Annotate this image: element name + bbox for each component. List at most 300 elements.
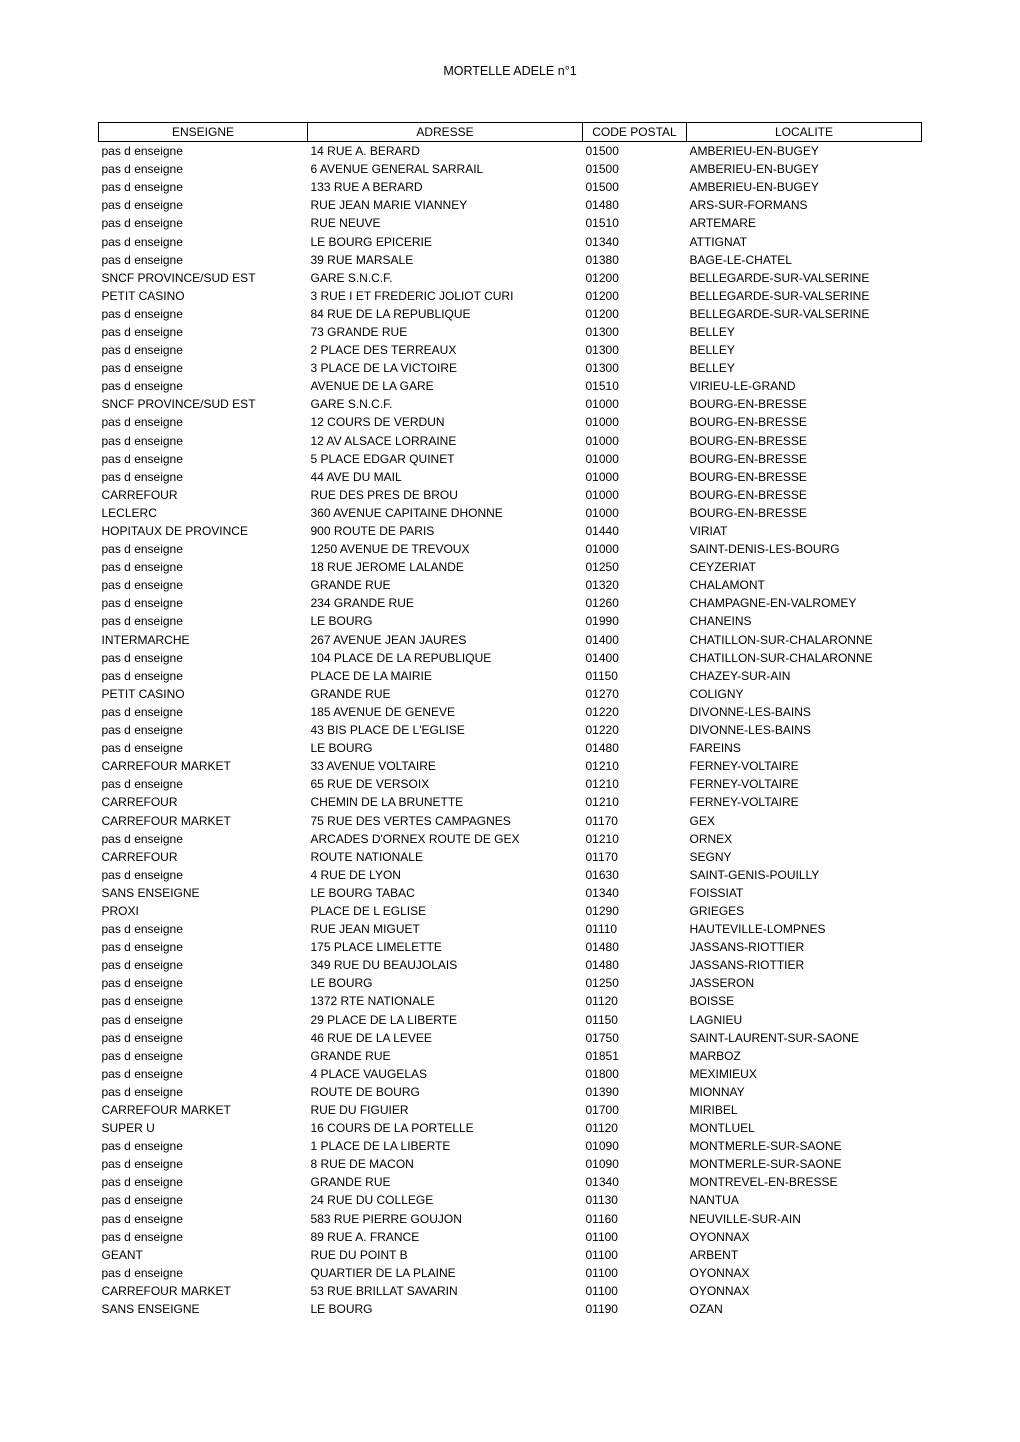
cell-adresse: AVENUE DE LA GARE bbox=[310, 379, 434, 394]
cell-code-postal: 01990 bbox=[585, 614, 619, 629]
table-row bbox=[99, 522, 922, 540]
table-row bbox=[99, 504, 922, 522]
cell-code-postal: 01090 bbox=[585, 1157, 619, 1172]
cell-localite: OYONNAX bbox=[689, 1283, 750, 1298]
cell-code-postal: 01320 bbox=[585, 578, 619, 593]
cell-localite: COLIGNY bbox=[689, 686, 744, 701]
cell-enseigne: pas d enseigne bbox=[101, 994, 183, 1009]
cell-localite: BOURG-EN-BRESSE bbox=[689, 433, 807, 448]
cell-enseigne: pas d enseigne bbox=[101, 940, 183, 955]
cell-enseigne: pas d enseigne bbox=[101, 723, 183, 738]
cell-enseigne: pas d enseigne bbox=[101, 922, 183, 937]
cell-enseigne: HOPITAUX DE PROVINCE bbox=[101, 524, 248, 539]
cell-localite: ARS-SUR-FORMANS bbox=[689, 198, 808, 213]
cell-adresse: 53 RUE BRILLAT SAVARIN bbox=[310, 1283, 458, 1298]
cell-code-postal: 01210 bbox=[585, 759, 619, 774]
table-row bbox=[99, 1011, 922, 1029]
cell-code-postal: 01100 bbox=[585, 1247, 618, 1262]
cell-adresse: PLACE DE L EGLISE bbox=[310, 903, 427, 918]
cell-localite: BOURG-EN-BRESSE bbox=[689, 415, 807, 430]
cell-enseigne: pas d enseigne bbox=[101, 1211, 183, 1226]
cell-code-postal: 01300 bbox=[585, 343, 619, 358]
cell-localite: VIRIEU-LE-GRAND bbox=[689, 379, 796, 394]
cell-localite: AMBERIEU-EN-BUGEY bbox=[689, 144, 819, 159]
table-row bbox=[99, 830, 922, 848]
table-row bbox=[99, 1173, 922, 1191]
cell-enseigne: SANS ENSEIGNE bbox=[101, 885, 200, 900]
table-row bbox=[99, 413, 922, 431]
cell-localite: FOISSIAT bbox=[689, 885, 744, 900]
cell-localite: VIRIAT bbox=[689, 524, 728, 539]
cell-code-postal: 01100 bbox=[585, 1229, 618, 1244]
table-row bbox=[99, 576, 922, 594]
table-row bbox=[99, 486, 922, 504]
table-row bbox=[99, 848, 922, 866]
cell-adresse: RUE NEUVE bbox=[310, 216, 381, 231]
cell-enseigne: pas d enseigne bbox=[101, 1030, 183, 1045]
cell-localite: BELLEY bbox=[689, 343, 735, 358]
table-row bbox=[99, 703, 922, 721]
cell-localite: OZAN bbox=[689, 1302, 723, 1317]
cell-adresse: ARCADES D'ORNEX ROUTE DE GEX bbox=[310, 831, 520, 846]
cell-code-postal: 01200 bbox=[585, 288, 619, 303]
cell-adresse: LE BOURG bbox=[310, 614, 373, 629]
table-row bbox=[99, 178, 922, 196]
cell-localite: OYONNAX bbox=[689, 1265, 750, 1280]
table-row bbox=[99, 884, 922, 902]
cell-code-postal: 01130 bbox=[585, 1193, 618, 1208]
table-row bbox=[99, 1228, 922, 1246]
cell-localite: DIVONNE-LES-BAINS bbox=[689, 723, 811, 738]
cell-adresse: 46 RUE DE LA LEVEE bbox=[310, 1030, 432, 1045]
table-row bbox=[99, 649, 922, 667]
cell-adresse: 175 PLACE LIMELETTE bbox=[310, 940, 442, 955]
cell-adresse: 1250 AVENUE DE TREVOUX bbox=[310, 542, 470, 557]
cell-enseigne: SANS ENSEIGNE bbox=[101, 1302, 200, 1317]
table-row bbox=[99, 1246, 922, 1264]
cell-localite: GEX bbox=[689, 813, 715, 828]
header-row bbox=[99, 123, 922, 142]
cell-localite: ARBENT bbox=[689, 1247, 739, 1262]
cell-enseigne: pas d enseigne bbox=[101, 1084, 183, 1099]
table-row bbox=[99, 359, 922, 377]
cell-enseigne: pas d enseigne bbox=[101, 614, 183, 629]
cell-enseigne: pas d enseigne bbox=[101, 162, 183, 177]
cell-localite: MONTMERLE-SUR-SAONE bbox=[689, 1157, 842, 1172]
cell-enseigne: pas d enseigne bbox=[101, 433, 183, 448]
cell-enseigne: pas d enseigne bbox=[101, 867, 183, 882]
cell-code-postal: 01100 bbox=[585, 1265, 618, 1280]
cell-adresse: 104 PLACE DE LA REPUBLIQUE bbox=[310, 650, 492, 665]
table-row bbox=[99, 142, 922, 161]
table-row bbox=[99, 1300, 922, 1318]
cell-localite: BAGE-LE-CHATEL bbox=[689, 252, 792, 267]
cell-enseigne: pas d enseigne bbox=[101, 958, 183, 973]
cell-localite: CHALAMONT bbox=[689, 578, 765, 593]
cell-localite: BOURG-EN-BRESSE bbox=[689, 505, 807, 520]
cell-adresse: 14 RUE A. BERARD bbox=[310, 144, 420, 159]
cell-code-postal: 01120 bbox=[585, 1121, 618, 1136]
cell-localite: GRIEGES bbox=[689, 903, 745, 918]
cell-enseigne: pas d enseigne bbox=[101, 1175, 183, 1190]
cell-adresse: 44 AVE DU MAIL bbox=[310, 469, 402, 484]
cell-enseigne: PROXI bbox=[101, 903, 139, 918]
cell-code-postal: 01250 bbox=[585, 976, 619, 991]
cell-code-postal: 01440 bbox=[585, 524, 619, 539]
cell-adresse: GRANDE RUE bbox=[310, 686, 391, 701]
cell-adresse: 2 PLACE DES TERREAUX bbox=[310, 343, 457, 358]
cell-adresse: 900 ROUTE DE PARIS bbox=[310, 524, 435, 539]
cell-enseigne: pas d enseigne bbox=[101, 144, 183, 159]
cell-adresse: GRANDE RUE bbox=[310, 1048, 391, 1063]
cell-code-postal: 01300 bbox=[585, 361, 619, 376]
cell-adresse: 267 AVENUE JEAN JAURES bbox=[310, 632, 467, 647]
cell-adresse: 360 AVENUE CAPITAINE DHONNE bbox=[310, 505, 503, 520]
cell-code-postal: 01250 bbox=[585, 560, 619, 575]
cell-adresse: 6 AVENUE GENERAL SARRAIL bbox=[310, 162, 484, 177]
cell-adresse: 65 RUE DE VERSOIX bbox=[310, 777, 430, 792]
cell-code-postal: 01170 bbox=[585, 849, 618, 864]
cell-code-postal: 01000 bbox=[585, 542, 619, 557]
cell-code-postal: 01000 bbox=[585, 487, 619, 502]
column-header-localite: LOCALITE bbox=[687, 123, 922, 142]
table-row bbox=[99, 323, 922, 341]
cell-adresse: PLACE DE LA MAIRIE bbox=[310, 668, 432, 683]
table-row bbox=[99, 1264, 922, 1282]
cell-enseigne: pas d enseigne bbox=[101, 415, 183, 430]
cell-adresse: 583 RUE PIERRE GOUJON bbox=[310, 1211, 462, 1226]
cell-localite: LAGNIEU bbox=[689, 1012, 743, 1027]
table-row bbox=[99, 631, 922, 649]
cell-localite: ORNEX bbox=[689, 831, 733, 846]
cell-code-postal: 01390 bbox=[585, 1084, 619, 1099]
cell-adresse: LE BOURG EPICERIE bbox=[310, 234, 432, 249]
table-row bbox=[99, 1137, 922, 1155]
cell-adresse: GRANDE RUE bbox=[310, 1175, 391, 1190]
cell-enseigne: pas d enseigne bbox=[101, 379, 183, 394]
cell-enseigne: pas d enseigne bbox=[101, 234, 183, 249]
table-row bbox=[99, 667, 922, 685]
cell-enseigne: pas d enseigne bbox=[101, 777, 183, 792]
cell-code-postal: 01210 bbox=[585, 831, 619, 846]
cell-code-postal: 01110 bbox=[585, 922, 618, 937]
column-header-adresse: ADRESSE bbox=[308, 123, 583, 142]
cell-adresse: 39 RUE MARSALE bbox=[310, 252, 414, 267]
cell-localite: CHAMPAGNE-EN-VALROMEY bbox=[689, 596, 857, 611]
cell-adresse: 16 COURS DE LA PORTELLE bbox=[310, 1121, 474, 1136]
cell-enseigne: pas d enseigne bbox=[101, 542, 183, 557]
cell-adresse: 89 RUE A. FRANCE bbox=[310, 1229, 420, 1244]
cell-adresse: 12 AV ALSACE LORRAINE bbox=[310, 433, 457, 448]
cell-enseigne: pas d enseigne bbox=[101, 1139, 183, 1154]
cell-adresse: LE BOURG bbox=[310, 741, 373, 756]
cell-enseigne: SUPER U bbox=[101, 1121, 155, 1136]
cell-code-postal: 01000 bbox=[585, 451, 619, 466]
cell-code-postal: 01750 bbox=[585, 1030, 619, 1045]
cell-localite: ATTIGNAT bbox=[689, 234, 748, 249]
cell-localite: MONTMERLE-SUR-SAONE bbox=[689, 1139, 842, 1154]
cell-code-postal: 01000 bbox=[585, 397, 619, 412]
cell-code-postal: 01000 bbox=[585, 433, 619, 448]
cell-enseigne: pas d enseigne bbox=[101, 1193, 183, 1208]
cell-adresse: CHEMIN DE LA BRUNETTE bbox=[310, 795, 464, 810]
cell-adresse: 84 RUE DE LA REPUBLIQUE bbox=[310, 306, 471, 321]
cell-localite: FERNEY-VOLTAIRE bbox=[689, 795, 799, 810]
cell-enseigne: pas d enseigne bbox=[101, 831, 183, 846]
cell-localite: BELLEY bbox=[689, 324, 735, 339]
cell-code-postal: 01150 bbox=[585, 1012, 618, 1027]
table-row bbox=[99, 450, 922, 468]
cell-localite: BELLEY bbox=[689, 361, 735, 376]
cell-adresse: RUE DU POINT B bbox=[310, 1247, 408, 1262]
cell-enseigne: SNCF PROVINCE/SUD EST bbox=[101, 397, 256, 412]
table-row bbox=[99, 232, 922, 250]
cell-adresse: GRANDE RUE bbox=[310, 578, 391, 593]
cell-localite: MARBOZ bbox=[689, 1048, 741, 1063]
cell-code-postal: 01480 bbox=[585, 741, 619, 756]
cell-localite: CHATILLON-SUR-CHALARONNE bbox=[689, 632, 873, 647]
cell-code-postal: 01400 bbox=[585, 632, 619, 647]
cell-localite: ARTEMARE bbox=[689, 216, 756, 231]
cell-enseigne: pas d enseigne bbox=[101, 1048, 183, 1063]
table-row bbox=[99, 1119, 922, 1137]
cell-localite: OYONNAX bbox=[689, 1229, 750, 1244]
cell-localite: SAINT-LAURENT-SUR-SAONE bbox=[689, 1030, 859, 1045]
cell-localite: JASSANS-RIOTTIER bbox=[689, 940, 805, 955]
cell-enseigne: CARREFOUR bbox=[101, 795, 178, 810]
cell-enseigne: CARREFOUR bbox=[101, 849, 178, 864]
cell-adresse: 4 PLACE VAUGELAS bbox=[310, 1066, 427, 1081]
table-row bbox=[99, 214, 922, 232]
table-row bbox=[99, 1065, 922, 1083]
cell-localite: BOURG-EN-BRESSE bbox=[689, 487, 807, 502]
cell-adresse: 33 AVENUE VOLTAIRE bbox=[310, 759, 436, 774]
cell-enseigne: CARREFOUR MARKET bbox=[101, 759, 231, 774]
cell-code-postal: 01190 bbox=[585, 1302, 618, 1317]
cell-enseigne: pas d enseigne bbox=[101, 1157, 183, 1172]
cell-adresse: RUE JEAN MARIE VIANNEY bbox=[310, 198, 468, 213]
table-row bbox=[99, 685, 922, 703]
table-row bbox=[99, 251, 922, 269]
table-row bbox=[99, 341, 922, 359]
cell-enseigne: pas d enseigne bbox=[101, 668, 183, 683]
cell-code-postal: 01160 bbox=[585, 1211, 618, 1226]
table-row bbox=[99, 920, 922, 938]
table-row bbox=[99, 1282, 922, 1300]
cell-enseigne: pas d enseigne bbox=[101, 560, 183, 575]
cell-enseigne: pas d enseigne bbox=[101, 306, 183, 321]
cell-adresse: 8 RUE DE MACON bbox=[310, 1157, 414, 1172]
cell-code-postal: 01220 bbox=[585, 704, 619, 719]
cell-localite: JASSERON bbox=[689, 976, 755, 991]
cell-adresse: 349 RUE DU BEAUJOLAIS bbox=[310, 958, 458, 973]
cell-localite: CHAZEY-SUR-AIN bbox=[689, 668, 791, 683]
cell-adresse: GARE S.N.C.F. bbox=[310, 270, 393, 285]
table-row bbox=[99, 775, 922, 793]
cell-adresse: RUE JEAN MIGUET bbox=[310, 922, 420, 937]
table-row bbox=[99, 811, 922, 829]
cell-enseigne: pas d enseigne bbox=[101, 1265, 183, 1280]
cell-code-postal: 01170 bbox=[585, 813, 618, 828]
table-row bbox=[99, 395, 922, 413]
cell-code-postal: 01630 bbox=[585, 867, 619, 882]
cell-code-postal: 01200 bbox=[585, 306, 619, 321]
table-row bbox=[99, 1101, 922, 1119]
table-row bbox=[99, 902, 922, 920]
table-row bbox=[99, 866, 922, 884]
table-row bbox=[99, 757, 922, 775]
cell-enseigne: pas d enseigne bbox=[101, 1012, 183, 1027]
cell-code-postal: 01100 bbox=[585, 1283, 618, 1298]
cell-code-postal: 01800 bbox=[585, 1066, 619, 1081]
table-row bbox=[99, 540, 922, 558]
cell-localite: MIONNAY bbox=[689, 1084, 745, 1099]
cell-adresse: 43 BIS PLACE DE L'EGLISE bbox=[310, 723, 465, 738]
table-row bbox=[99, 974, 922, 992]
cell-enseigne: pas d enseigne bbox=[101, 704, 183, 719]
table-row bbox=[99, 160, 922, 178]
cell-adresse: 1 PLACE DE LA LIBERTE bbox=[310, 1139, 451, 1154]
table-row bbox=[99, 938, 922, 956]
cell-localite: AMBERIEU-EN-BUGEY bbox=[689, 180, 819, 195]
cell-adresse: QUARTIER DE LA PLAINE bbox=[310, 1265, 456, 1280]
cell-adresse: ROUTE DE BOURG bbox=[310, 1084, 420, 1099]
table-row bbox=[99, 612, 922, 630]
cell-enseigne: PETIT CASINO bbox=[101, 288, 185, 303]
cell-localite: HAUTEVILLE-LOMPNES bbox=[689, 922, 826, 937]
cell-enseigne: SNCF PROVINCE/SUD EST bbox=[101, 270, 256, 285]
cell-code-postal: 01340 bbox=[585, 1175, 619, 1190]
cell-enseigne: pas d enseigne bbox=[101, 741, 183, 756]
cell-enseigne: pas d enseigne bbox=[101, 216, 183, 231]
table-header bbox=[99, 123, 922, 142]
cell-localite: BOISSE bbox=[689, 994, 735, 1009]
cell-enseigne: pas d enseigne bbox=[101, 650, 183, 665]
table-row bbox=[99, 1191, 922, 1209]
cell-adresse: LE BOURG bbox=[310, 976, 373, 991]
cell-adresse: GARE S.N.C.F. bbox=[310, 397, 393, 412]
cell-localite: SAINT-GENIS-POUILLY bbox=[689, 867, 820, 882]
cell-code-postal: 01220 bbox=[585, 723, 619, 738]
cell-code-postal: 01510 bbox=[585, 216, 619, 231]
cell-localite: NANTUA bbox=[689, 1193, 739, 1208]
cell-code-postal: 01400 bbox=[585, 650, 619, 665]
cell-code-postal: 01500 bbox=[585, 144, 619, 159]
cell-code-postal: 01000 bbox=[585, 505, 619, 520]
cell-adresse: ROUTE NATIONALE bbox=[310, 849, 423, 864]
cell-enseigne: pas d enseigne bbox=[101, 596, 183, 611]
cell-enseigne: pas d enseigne bbox=[101, 451, 183, 466]
cell-localite: MONTREVEL-EN-BRESSE bbox=[689, 1175, 838, 1190]
cell-code-postal: 01260 bbox=[585, 596, 619, 611]
cell-adresse: RUE DES PRES DE BROU bbox=[310, 487, 458, 502]
cell-enseigne: pas d enseigne bbox=[101, 1229, 183, 1244]
cell-adresse: 29 PLACE DE LA LIBERTE bbox=[310, 1012, 458, 1027]
cell-localite: BELLEGARDE-SUR-VALSERINE bbox=[689, 270, 870, 285]
cell-enseigne: pas d enseigne bbox=[101, 469, 183, 484]
cell-adresse: 1372 RTE NATIONALE bbox=[310, 994, 435, 1009]
cell-enseigne: pas d enseigne bbox=[101, 252, 183, 267]
table-row bbox=[99, 305, 922, 323]
cell-adresse: 24 RUE DU COLLEGE bbox=[310, 1193, 434, 1208]
cell-localite: BOURG-EN-BRESSE bbox=[689, 397, 807, 412]
cell-code-postal: 01300 bbox=[585, 324, 619, 339]
cell-localite: NEUVILLE-SUR-AIN bbox=[689, 1211, 801, 1226]
cell-localite: JASSANS-RIOTTIER bbox=[689, 958, 805, 973]
cell-adresse: 4 RUE DE LYON bbox=[310, 867, 401, 882]
cell-enseigne: pas d enseigne bbox=[101, 198, 183, 213]
cell-adresse: 234 GRANDE RUE bbox=[310, 596, 414, 611]
cell-localite: MIRIBEL bbox=[689, 1103, 738, 1118]
cell-code-postal: 01210 bbox=[585, 777, 619, 792]
cell-enseigne: pas d enseigne bbox=[101, 361, 183, 376]
cell-localite: CEYZERIAT bbox=[689, 560, 756, 575]
table-row bbox=[99, 956, 922, 974]
cell-code-postal: 01510 bbox=[585, 379, 619, 394]
cell-enseigne: INTERMARCHE bbox=[101, 632, 190, 647]
table-row bbox=[99, 377, 922, 395]
cell-localite: BELLEGARDE-SUR-VALSERINE bbox=[689, 306, 870, 321]
cell-localite: MONTLUEL bbox=[689, 1121, 755, 1136]
cell-enseigne: pas d enseigne bbox=[101, 343, 183, 358]
table-row bbox=[99, 269, 922, 287]
cell-code-postal: 01290 bbox=[585, 903, 619, 918]
cell-localite: FAREINS bbox=[689, 741, 741, 756]
table-row bbox=[99, 1210, 922, 1228]
table-row bbox=[99, 721, 922, 739]
cell-code-postal: 01380 bbox=[585, 252, 619, 267]
cell-code-postal: 01480 bbox=[585, 940, 619, 955]
cell-code-postal: 01270 bbox=[585, 686, 619, 701]
cell-code-postal: 01500 bbox=[585, 180, 619, 195]
table-row bbox=[99, 739, 922, 757]
cell-adresse: 185 AVENUE DE GENEVE bbox=[310, 704, 456, 719]
cell-code-postal: 01480 bbox=[585, 958, 619, 973]
cell-adresse: LE BOURG TABAC bbox=[310, 885, 415, 900]
table-row bbox=[99, 287, 922, 305]
cell-adresse: 73 GRANDE RUE bbox=[310, 324, 408, 339]
cell-localite: FERNEY-VOLTAIRE bbox=[689, 777, 799, 792]
page-title: MORTELLE ADELE n°1 bbox=[443, 64, 577, 78]
table-row bbox=[99, 558, 922, 576]
cell-adresse: 5 PLACE EDGAR QUINET bbox=[310, 451, 455, 466]
table-row bbox=[99, 1047, 922, 1065]
cell-localite: BELLEGARDE-SUR-VALSERINE bbox=[689, 288, 870, 303]
cell-localite: SAINT-DENIS-LES-BOURG bbox=[689, 542, 840, 557]
table-row bbox=[99, 432, 922, 450]
cell-localite: BOURG-EN-BRESSE bbox=[689, 469, 807, 484]
cell-localite: SEGNY bbox=[689, 849, 732, 864]
cell-code-postal: 01851 bbox=[585, 1048, 619, 1063]
cell-adresse: 133 RUE A BERARD bbox=[310, 180, 423, 195]
cell-code-postal: 01120 bbox=[585, 994, 618, 1009]
cell-adresse: LE BOURG bbox=[310, 1302, 373, 1317]
cell-code-postal: 01340 bbox=[585, 885, 619, 900]
cell-adresse: 18 RUE JEROME LALANDE bbox=[310, 560, 464, 575]
cell-enseigne: CARREFOUR MARKET bbox=[101, 1103, 231, 1118]
cell-enseigne: CARREFOUR MARKET bbox=[101, 813, 231, 828]
cell-code-postal: 01090 bbox=[585, 1139, 619, 1154]
table-row bbox=[99, 1155, 922, 1173]
table-row bbox=[99, 1083, 922, 1101]
cell-enseigne: pas d enseigne bbox=[101, 324, 183, 339]
table-row bbox=[99, 594, 922, 612]
cell-localite: DIVONNE-LES-BAINS bbox=[689, 704, 811, 719]
cell-code-postal: 01480 bbox=[585, 198, 619, 213]
cell-code-postal: 01340 bbox=[585, 234, 619, 249]
column-header-code-postal: CODE POSTAL bbox=[583, 123, 687, 142]
cell-enseigne: LECLERC bbox=[101, 505, 157, 520]
